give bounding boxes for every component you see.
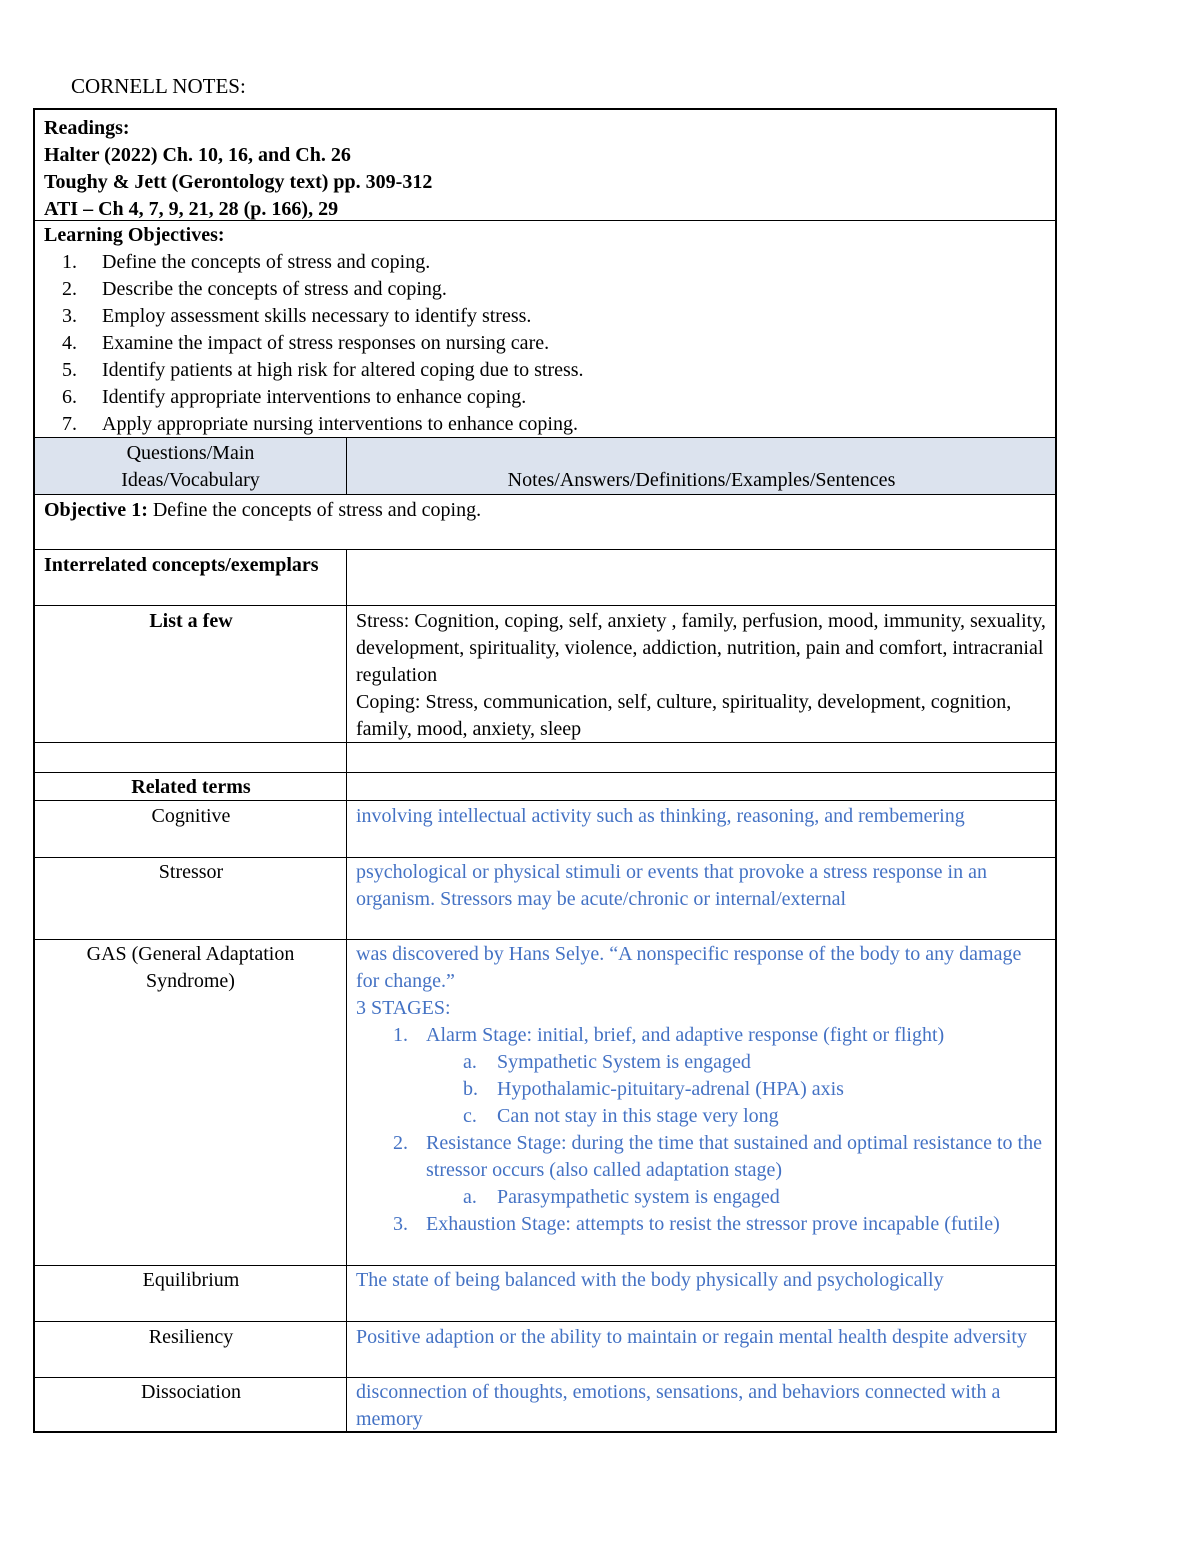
objective1-row — [35, 494, 1055, 549]
gas-substage — [356, 1103, 1047, 1130]
term-label: Stressor — [35, 858, 347, 939]
term-label: Resiliency — [35, 1322, 347, 1377]
gas-intro: was discovered by Hans Selye. “A nonspecific response of the body to any damage for change.” — [356, 943, 1022, 992]
substage-letter: a. — [463, 1186, 477, 1208]
objectives-cell — [35, 221, 1055, 437]
term-row-dissociation — [35, 1377, 1055, 1431]
gas-stage — [356, 1022, 1047, 1049]
stage-text: Resistance Stage: during the time that sustained and optimal resistance to the stressor occurs (also called adaptation stage) — [426, 1132, 1042, 1181]
objective-number: 1. — [62, 251, 77, 273]
term-definition: involving intellectual activity such as thinking, reasoning, and rembemering — [356, 805, 965, 827]
term-row-gas — [35, 939, 1055, 1265]
objective-text: Employ assessment skills necessary to identify stress. — [102, 305, 532, 327]
objective-text: Examine the impact of stress responses on nursing care. — [102, 332, 550, 354]
reading-line: Toughy & Jett (Gerontology text) pp. 309-312 — [44, 171, 433, 193]
objective-text: Define the concepts of stress and coping. — [102, 251, 431, 273]
list-a-few-label: List a few — [35, 606, 347, 742]
gas-stage — [356, 1130, 1047, 1184]
term-row-cognitive — [35, 800, 1055, 857]
gas-substage — [356, 1184, 1047, 1211]
stage-text: Alarm Stage: initial, brief, and adaptive response (fight or flight) — [426, 1024, 945, 1046]
gas-substage — [356, 1076, 1047, 1103]
term-definition: disconnection of thoughts, emotions, sensations, and behaviors connected with a memory — [356, 1381, 1001, 1430]
objective-text: Identify appropriate interventions to enhance coping. — [102, 386, 527, 408]
objective-number: 4. — [62, 332, 77, 354]
objective-item — [44, 330, 1047, 357]
gas-stages-label: 3 STAGES: — [356, 997, 451, 1019]
objective-item — [44, 357, 1047, 384]
objective1-cell — [35, 495, 1055, 549]
gas-stages-list — [356, 1022, 1047, 1238]
interrelated-row — [35, 549, 1055, 605]
term-label: Equilibrium — [35, 1266, 347, 1321]
column-header-left: Questions/Main Ideas/Vocabulary — [35, 438, 347, 494]
cornell-notes-table — [33, 108, 1057, 1433]
column-header-row — [35, 437, 1055, 494]
gas-substage — [356, 1049, 1047, 1076]
objective-text: Identify patients at high risk for altered coping due to stress. — [102, 359, 584, 381]
substage-text: Sympathetic System is engaged — [497, 1051, 751, 1073]
term-definition: Positive adaption or the ability to maintain or regain mental health despite adversity — [356, 1326, 1027, 1348]
objective1-label: Objective 1: — [44, 499, 148, 521]
related-terms-notes — [347, 773, 1055, 800]
interrelated-notes — [347, 550, 1055, 605]
gas-stage — [356, 1211, 1047, 1238]
stage-text: Exhaustion Stage: attempts to resist the stressor prove incapable (futile) — [426, 1213, 1000, 1235]
objective-number: 7. — [62, 413, 77, 435]
column-header-right: Notes/Answers/Definitions/Examples/Sentences — [507, 469, 896, 491]
stress-concepts: Stress: Cognition, coping, self, anxiety , family, perfusion, mood, immunity, sexuality, development, spirituality, violence, addiction, nutrition, pain and comfort, intracranial regulation — [356, 610, 1046, 686]
term-definition: The state of being balanced with the body physically and psychologically — [356, 1269, 944, 1291]
readings-heading: Readings: — [44, 117, 130, 139]
objective-item — [44, 276, 1047, 303]
readings-row — [35, 110, 1055, 220]
page-title: CORNELL NOTES: — [71, 74, 246, 98]
term-definition: psychological or physical stimuli or events that provoke a stress response in an organism. Stressors may be acute/chronic or internal/external — [356, 861, 987, 910]
substage-letter: b. — [463, 1078, 478, 1100]
term-label: Dissociation — [35, 1378, 347, 1431]
objective-number: 6. — [62, 386, 77, 408]
objective-item — [44, 303, 1047, 330]
reading-line: ATI – Ch 4, 7, 9, 21, 28 (p. 166), 29 — [44, 198, 339, 220]
objective-text: Apply appropriate nursing interventions to enhance coping. — [102, 413, 578, 435]
reading-line: Halter (2022) Ch. 10, 16, and Ch. 26 — [44, 144, 351, 166]
readings-cell — [35, 110, 1055, 220]
objective-item — [44, 411, 1047, 438]
gas-notes — [347, 940, 1055, 1265]
objective-text: Describe the concepts of stress and coping. — [102, 278, 447, 300]
objective-item — [44, 384, 1047, 411]
substage-text: Parasympathetic system is engaged — [497, 1186, 780, 1208]
empty-cell-left — [35, 743, 347, 772]
objectives-list — [44, 249, 1047, 438]
term-label: Cognitive — [35, 801, 347, 857]
empty-cell-right — [347, 743, 1055, 772]
term-label: GAS (General Adaptation Syndrome) — [35, 940, 347, 1265]
list-a-few-notes — [347, 606, 1055, 742]
term-row-equilibrium — [35, 1265, 1055, 1321]
related-terms-row — [35, 772, 1055, 800]
list-a-few-row — [35, 605, 1055, 742]
stage-number: 2. — [393, 1132, 408, 1154]
stage-number: 1. — [393, 1024, 408, 1046]
substage-text: Can not stay in this stage very long — [497, 1105, 779, 1127]
objective1-text: Define the concepts of stress and coping. — [152, 499, 482, 521]
substage-letter: c. — [463, 1105, 477, 1127]
objective-number: 5. — [62, 359, 77, 381]
objectives-row — [35, 220, 1055, 437]
stage-number: 3. — [393, 1213, 408, 1235]
term-row-stressor — [35, 857, 1055, 939]
objective-item — [44, 249, 1047, 276]
interrelated-label: Interrelated concepts/exemplars — [35, 550, 347, 605]
term-row-resiliency — [35, 1321, 1055, 1377]
substage-letter: a. — [463, 1051, 477, 1073]
objective-number: 3. — [62, 305, 77, 327]
substage-text: Hypothalamic-pituitary-adrenal (HPA) axis — [497, 1078, 844, 1100]
objective-number: 2. — [62, 278, 77, 300]
related-terms-label: Related terms — [35, 773, 347, 800]
coping-concepts: Coping: Stress, communication, self, culture, spirituality, development, cognition, family, mood, anxiety, sleep — [356, 691, 1012, 740]
empty-row — [35, 742, 1055, 772]
objectives-heading: Learning Objectives: — [44, 224, 225, 246]
